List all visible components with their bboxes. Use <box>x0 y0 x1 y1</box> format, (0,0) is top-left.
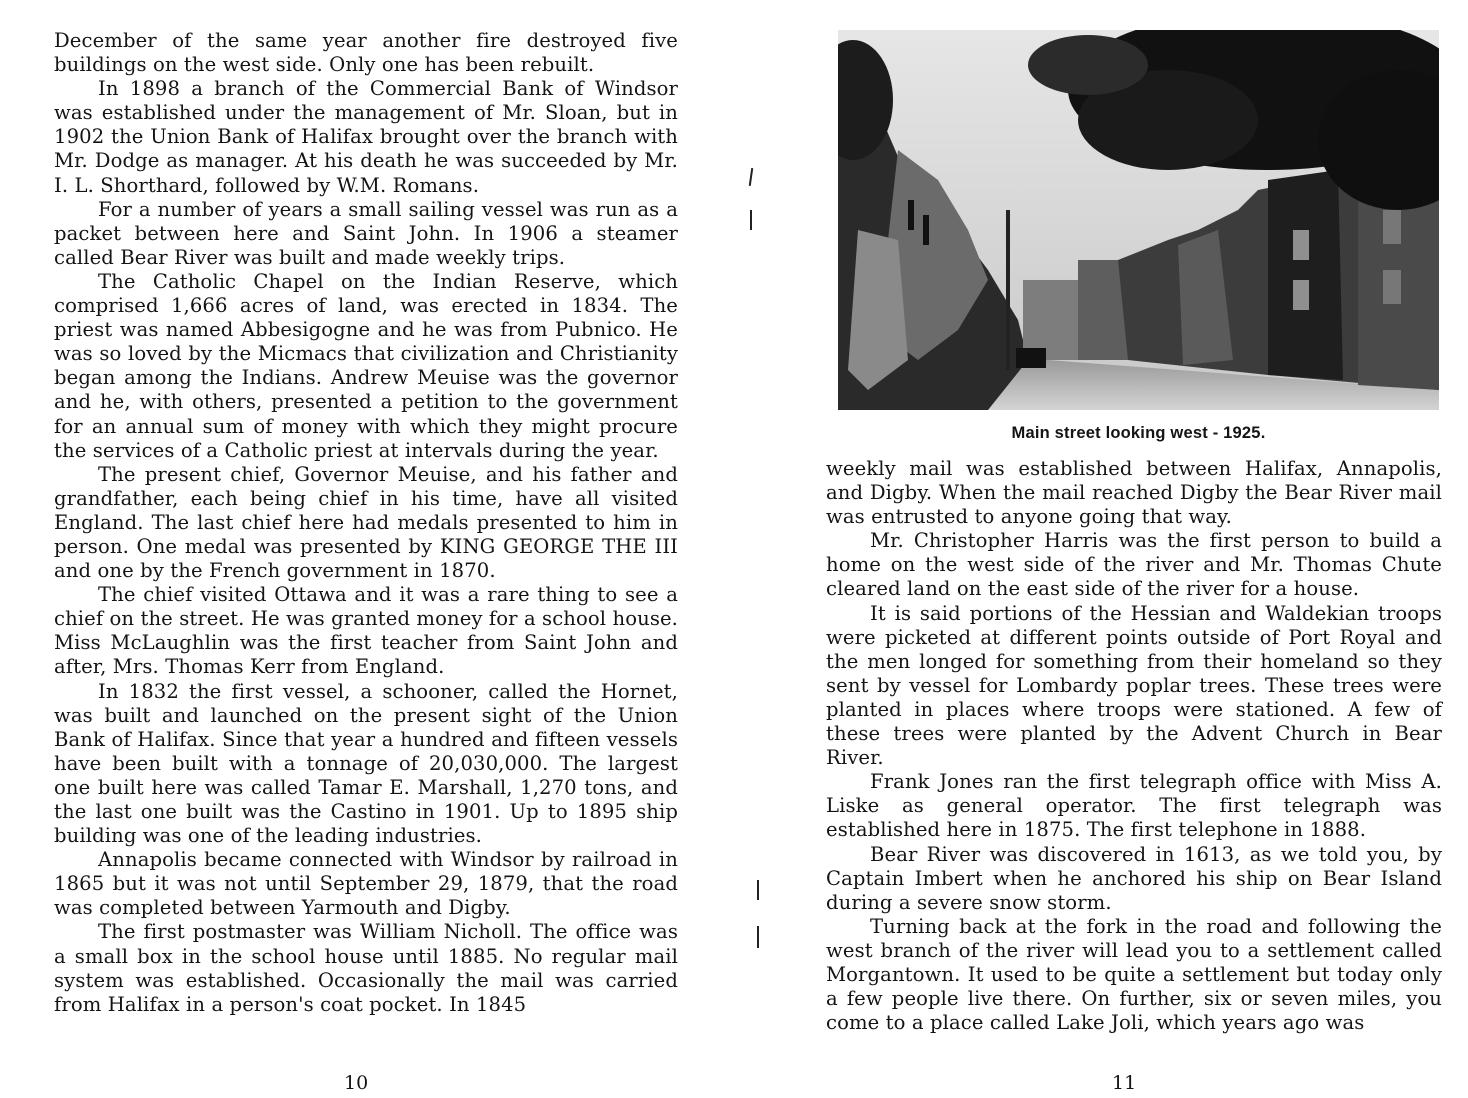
paragraph: The first postmaster was William Nicholl. The office was a small box in the school house until 1885. No regular mail system was established. Occasionally the mail was carried from Halifax in a person's coat pocket. In 1845 <box>54 920 678 1016</box>
right-text-column <box>826 457 1442 1035</box>
left-page <box>0 0 730 1098</box>
paragraph: December of the same year another fire destroyed five buildings on the west side. Only one has been rebuilt. <box>54 29 678 77</box>
street-photo <box>838 30 1439 410</box>
paragraph: Annapolis became connected with Windsor by railroad in 1865 but it was not until September 29, 1879, that the road was completed between Yarmouth and Digby. <box>54 848 678 920</box>
paragraph: In 1898 a branch of the Commercial Bank of Windsor was established under the management of Mr. Sloan, but in 1902 the Union Bank of Halifax brought over the branch with Mr. Dodge as manager. At his death he was succeeded by Mr. I. L. Shorthard, followed by W.M. Romans. <box>54 77 678 197</box>
paragraph: Turning back at the fork in the road and following the west branch of the river will lead you to a settlement called Morgantown. It used to be quite a settlement but today only a few people live there. On further, six or seven miles, you come to a place called Lake Joli, which years ago was <box>826 914 1442 1035</box>
street-photo-drawing <box>838 30 1439 410</box>
page-number: 11 <box>1112 1072 1137 1094</box>
paragraph: The Catholic Chapel on the Indian Reserve, which comprised 1,666 acres of land, was erected in 1834. The priest was named Abbesigogne and he was from Pubnico. He was so loved by the Micmacs that civilization and Christianity began among the Indians. Andrew Meuise was the governor and he, with others, presented a petition to the government for an annual sum of money with which they might procure the services of a Catholic priest at intervals during the year. <box>54 269 678 462</box>
paragraph: The present chief, Governor Meuise, and his father and grandfather, each being chief in his time, have all visited England. The last chief here had medals presented to him in person. One medal was presented by KING GEORGE THE III and one by the French government in 1870. <box>54 462 678 583</box>
left-text-column <box>54 29 678 1017</box>
photo-caption: Main street looking west - 1925. <box>1011 424 1266 442</box>
paragraph: weekly mail was established between Halifax, Annapolis, and Digby. When the mail reached Digby the Bear River mail was entrusted to anyone going that way. <box>826 457 1442 529</box>
paragraph: It is said portions of the Hessian and Waldekian troops were picketed at different points outside of Port Royal and the men longed for something from their homeland so they sent by vessel for Lombardy poplar trees. These trees were planted in places where troops were stationed. A few of these trees were planted by the Advent Church in Bear River. <box>826 601 1442 770</box>
paragraph: For a number of years a small sailing vessel was run as a packet between here and Saint John. In 1906 a steamer called Bear River was built and made weekly trips. <box>54 197 678 269</box>
paragraph: Frank Jones ran the first telegraph office with Miss A. Liske as general operator. The first telegraph was established here in 1875. The first telephone in 1888. <box>826 770 1442 842</box>
page-number: 10 <box>344 1072 369 1094</box>
paragraph: The chief visited Ottawa and it was a rare thing to see a chief on the street. He was granted money for a school house. Miss McLaughlin was the first teacher from Saint John and after, Mrs. Thomas Kerr from England. <box>54 583 679 679</box>
paragraph: Mr. Christopher Harris was the first person to build a home on the west side of the river and Mr. Thomas Chute cleared land on the east side of the river for a house. <box>826 529 1442 601</box>
paragraph: In 1832 the first vessel, a schooner, called the Hornet, was built and launched on the present sight of the Union Bank of Halifax. Since that year a hundred and fifteen vessels have been built with a tonnage of 20,030,000. The largest one built here was called Tamar E. Marshall, 1,270 tons, and the last one built was the Castino in 1901. Up to 1895 ship building was one of the leading industries. <box>54 679 678 848</box>
paragraph: Bear River was discovered in 1613, as we told you, by Captain Imbert when he anchored his ship on Bear Island during a severe snow storm. <box>826 842 1442 914</box>
